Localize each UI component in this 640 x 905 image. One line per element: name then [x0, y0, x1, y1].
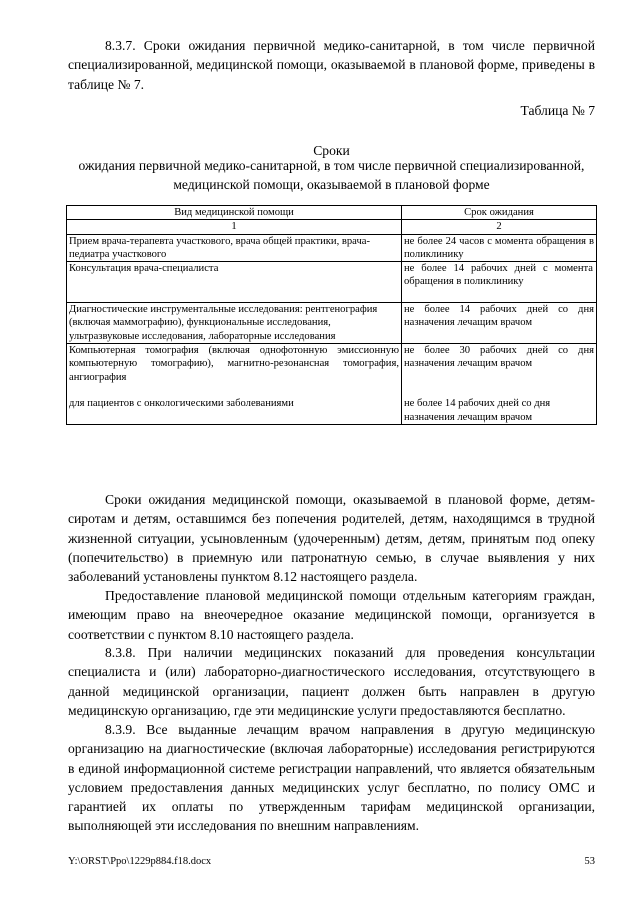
spacer	[404, 384, 594, 397]
row-sub-kind: для пациентов с онкологическими заболеваниями	[69, 398, 294, 410]
table-title-line1: Сроки	[313, 143, 350, 158]
table-row	[67, 262, 597, 303]
row-term: не более 30 рабочих дней со дня назначения лечащим врачом	[404, 345, 594, 370]
row-kind: Прием врача-терапевта участкового, врача общей практики, врача-педиатра участкового	[67, 234, 402, 262]
header-kind: Вид медицинской помощи	[67, 206, 402, 220]
column-number-2: 2	[402, 220, 597, 234]
table-row	[67, 303, 597, 344]
row-kind: Компьютерная томография (включая однофотонную эмиссионную компьютерную томографию), магнитно-резонансная томография, ангиография	[69, 345, 399, 383]
row-kind: Диагностические инструментальные исследования: рентгенография (включая маммографию), функциональные исследования, ультразвуковые исследования, лабораторные исследования	[67, 303, 402, 344]
spacer	[404, 371, 594, 384]
header-term: Срок ожидания	[402, 206, 597, 220]
table-title-line2: ожидания первичной медико-санитарной, в том числе первичной специализированной, медицинской помощи, оказываемой в плановой форме	[78, 158, 585, 192]
row-sub-term: не более 14 рабочих дней со дня назначения лечащим врачом	[404, 398, 551, 423]
row-kind: Консультация врача-специалиста	[67, 262, 402, 303]
paragraph-8-3-9: 8.3.9. Все выданные лечащим врачом направления в другую медицинскую организацию на диагностические (включая лабораторные) исследования регистрируются в единой информационной системе регистрации направлений, что является обязательным условием предоставления данных медицинских услуг бесплатно, по полису ОМС и гарантией их оплаты по утвержденным тарифам медицинской организации, выполняющей эти исследования по внешним направлениям.	[68, 722, 595, 834]
paragraph-8-3-8: 8.3.8. При наличии медицинских показаний для проведения консультации специалиста и (или) лабораторно-диагностического исследования, отсутствующего в данной медицинской организации, пациент должен быть направлен в другую медицинскую организацию, где эти медицинские услуги предоставляются бесплатно.	[68, 645, 595, 718]
table-caption: Таблица № 7	[520, 103, 595, 118]
spacer	[69, 384, 399, 397]
table-number-row	[67, 220, 597, 234]
row-term-cell	[402, 344, 597, 425]
waiting-times-table	[66, 205, 597, 425]
row-term: не более 14 рабочих дней с момента обращения в поликлинику	[402, 262, 597, 303]
intro-paragraph: 8.3.7. Сроки ожидания первичной медико-санитарной, в том числе первичной специализированной, медицинской помощи, оказываемой в плановой форме, приведены в таблице № 7.	[68, 38, 595, 92]
column-number-1: 1	[67, 220, 402, 234]
page-number: 53	[584, 856, 595, 867]
paragraph-orphans: Сроки ожидания медицинской помощи, оказываемой в плановой форме, детям-сиротам и детям, оставшимся без попечения родителей, детям, находящимся в трудной жизненной ситуации, усыновленным (удочеренным) детям, детям, принятым под опеку (попечительство) в приемную или патронатную семью, в случае выявления у них заболеваний установлены пунктом 8.12 настоящего раздела.	[68, 492, 595, 585]
table-row	[67, 234, 597, 262]
row-kind-cell	[67, 344, 402, 425]
table-header-row	[67, 206, 597, 220]
footer-file-path: Y:\ORST\Ppo\1229p884.f18.docx	[68, 856, 212, 867]
row-term: не более 14 рабочих дней со дня назначения лечащим врачом	[402, 303, 597, 344]
paragraph-priority: Предоставление плановой медицинской помощи отдельным категориям граждан, имеющим право на внеочередное оказание медицинской помощи, организуется в соответствии с пунктом 8.10 настоящего раздела.	[68, 588, 595, 642]
row-term: не более 24 часов с момента обращения в поликлинику	[402, 234, 597, 262]
table-row	[67, 344, 597, 425]
